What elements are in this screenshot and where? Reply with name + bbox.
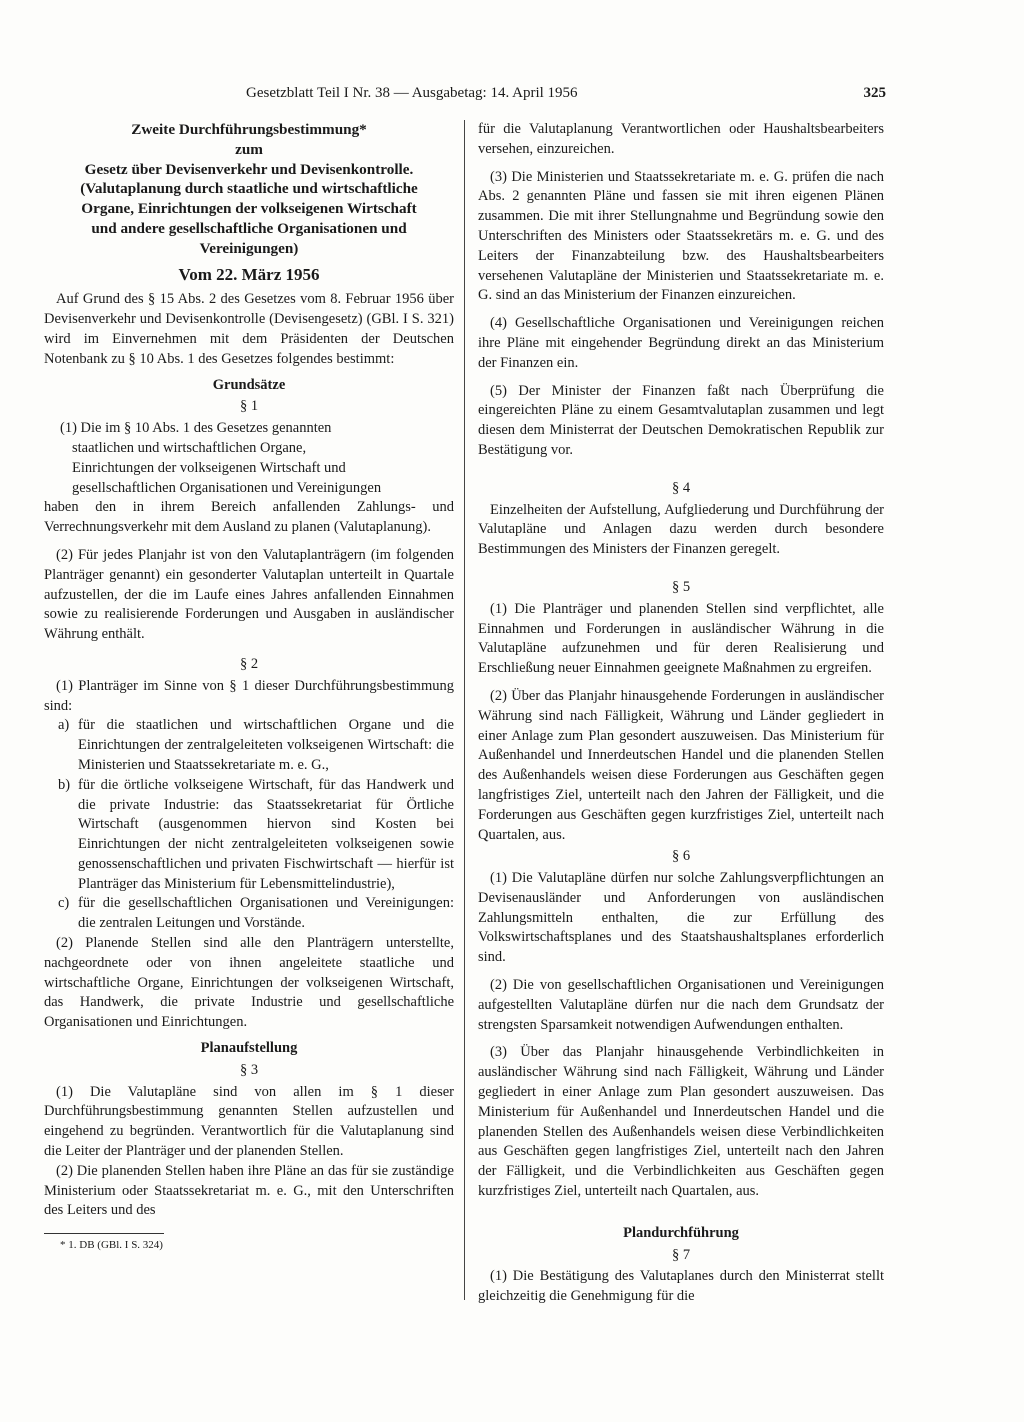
s3-paragraph-2-continued: für die Valutaplanung Verantwortlichen oder Haushaltsbearbeiters versehen, einzureichen. — [478, 121, 884, 157]
s3-paragraph-3: (3) Die Ministerien und Staatssekretariate m. e. G. prüfen die nach Abs. 2 genannten Pläne und fassen sie mit ihren eigenen Plänen zusammen. Die mit ihrer Stellungnahme und Begründung sowie den Unterschriften des Ministers oder Staatssekretärs m. e. G. und des Leiters der Finanzabteilung bzw. des Haushaltsbearbeiters versehenen Valutapläne der Ministerien und Staatssekretariate m. e. G. sind an das Ministerium der Finanzen einzureichen. — [478, 168, 884, 304]
paragraph-sign-6: § 6 — [671, 848, 691, 865]
s5-paragraph-2: (2) Über das Planjahr hinausgehende Forderungen in ausländischer Währung sind nach Fälligkeit, Währung und Länder gegliedert in einer Anlage zum Plan gesondert auszuweisen. Das Ministerium für Außenhandel und Innerdeutschen Handel und die planenden Stellen des Außenhandels weisen diese Forderungen aus Geschäften gegen langfristiges Ziel, unterteilt nach den Jahren der Fälligkeit, und die Forderungen aus Geschäften gegen kurzfristiges Ziel, unterteilt nach Quartalen, aus. — [478, 687, 884, 843]
s1-p1-rest: haben den in ihrem Bereich anfallenden Zahlungs- und Verrechnungsverkehr mit dem Ausland zu planen (Valutaplanung). — [44, 499, 454, 536]
footnote-rule — [44, 1233, 164, 1234]
header-text: Gesetzblatt Teil I Nr. 38 — Ausgabetag: 14. April 1956 — [246, 85, 578, 101]
paragraph-sign-2: § 2 — [239, 655, 259, 672]
page-header — [246, 82, 886, 104]
page-number: 325 — [863, 85, 886, 101]
s6-paragraph-3: (3) Über das Planjahr hinausgehende Verbindlichkeiten in ausländischer Währung sind nach Fälligkeit, Währung und Länder gegliedert in einer Anlage zum Plan gesondert auszuweisen. Das Ministerium für Außenhandel und Innerdeutschen Handel und die planenden Stellen des Außenhandels weisen diese Verbindlichkeiten aus Geschäften gegen langfristiges Ziel, unterteilt nach den Jahren der Fälligkeit, und die Verbindlichkeiten aus Geschäften gegen kurzfristiges Ziel, unterteilt nach Quartalen, aus. — [478, 1044, 884, 1200]
s1-p1-line: Einrichtungen der volkseigenen Wirtschaft und — [72, 459, 346, 476]
s1-paragraph-2: (2) Für jedes Planjahr ist von den Valutaplanträgern (im folgenden Planträger genannt) ein gesonderter Valutaplan unterteilt in Quartale aufzustellen, der die im Laufe eines Jahres anfallenden Einnahmen sowie zu realisierende Forderungen und Ausgaben in ausländischer Währung enthält. — [44, 546, 454, 643]
item-label: a) — [58, 717, 70, 734]
section-heading-planaufstellung: Planaufstellung — [200, 1040, 298, 1057]
paragraph-sign-7: § 7 — [671, 1246, 691, 1263]
title-line: Gesetz über Devisenverkehr und Devisenkontrolle. — [84, 160, 414, 178]
s6-paragraph-1: (1) Die Valutapläne dürfen nur solche Zahlungsverpflichtungen an Devisenausländer und Anforderungen von ausländischen Zahlungsmitteln enthalten, die zur Erfüllung des Volkswirtschaftsplanes und des Staatshaushaltsplanes erforderlich sind. — [478, 870, 884, 966]
s6-paragraph-2: (2) Die von gesellschaftlichen Organisationen und Vereinigungen aufgestellten Valutapläne dürfen nur die nach dem Grundsatz der strengsten Sparsamkeit notwendigen Aufwendungen enthalten. — [478, 977, 884, 1033]
title-line: zum — [235, 140, 263, 158]
title-line: (Valutaplanung durch staatliche und wirtschaftliche — [80, 180, 418, 198]
s2-item-b — [44, 776, 454, 895]
document-date: Vom 22. März 1956 — [178, 264, 320, 284]
title-line: Zweite Durchführungsbestimmung* — [131, 121, 367, 138]
section-heading-grundsaetze: Grundsätze — [212, 376, 286, 393]
title-line: Vereinigungen) — [199, 239, 299, 257]
title-line: Organe, Einrichtungen der volkseigenen Wirtschaft — [81, 200, 417, 218]
item-label: c) — [58, 895, 70, 912]
footnote: * 1. DB (GBl. I S. 324) — [60, 1239, 163, 1252]
s3-paragraph-5: (5) Der Minister der Finanzen faßt nach Überprüfung die eingereichten Pläne zu einem Gesamtvalutaplan zusammen und legt diesen dem Ministerrat der Deutschen Demokratischen Republik zur Bestätigung vor. — [478, 382, 884, 458]
item-text: für die staatlichen und wirtschaftlichen Organe und die Einrichtungen der zentralgeleiteten volkseigenen Wirtschaft: die Ministerien und Staatssekretariate m. e. G., — [78, 717, 454, 773]
s1-p1-line: staatlichen und wirtschaftlichen Organe, — [72, 439, 307, 456]
section-heading-plandurchfuehrung: Plandurchführung — [623, 1224, 739, 1241]
column-divider — [464, 120, 465, 1300]
s1-p1-first-line: (1) Die im § 10 Abs. 1 des Gesetzes genannten — [60, 420, 332, 437]
s2-item-c — [44, 894, 454, 934]
paragraph-sign-4: § 4 — [671, 479, 691, 496]
s2-paragraph-1: (1) Planträger im Sinne von § 1 dieser Durchführungsbestimmung sind: — [44, 677, 454, 714]
intro-paragraph: Auf Grund des § 15 Abs. 2 des Gesetzes vom 8. Februar 1956 über Devisenverkehr und Devisenkontrolle (Devisengesetz) (GBl. I S. 321) wird im Einvernehmen mit dem Präsidenten der Deutschen Notenbank zu § 10 Abs. 1 des Gesetzes folgendes bestimmt: — [44, 291, 454, 367]
s3-paragraph-4: (4) Gesellschaftliche Organisationen und Vereinigungen reichen ihre Pläne mit eingehender Begründung direkt an das Ministerium der Finanzen ein. — [478, 315, 884, 371]
s2-paragraph-2: (2) Planende Stellen sind alle den Planträgern unterstellte, nachgeordnete oder von ihnen angeleitete staatliche und wirtschaftliche Organe, Einrichtungen der volkseigenen Wirtschaft, das Handwerk, die private Industrie und gesellschaftliche Organisationen und Einrichtungen. — [44, 935, 454, 1031]
item-text: für die gesellschaftlichen Organisationen und Vereinigungen: die zentralen Leitungen und Vorstände. — [78, 895, 454, 932]
title-line: und andere gesellschaftliche Organisationen und — [91, 219, 407, 237]
paragraph-sign-3: § 3 — [239, 1061, 259, 1078]
s4-paragraph-1: Einzelheiten der Aufstellung, Aufgliederung und Durchführung der Valutapläne und Anlagen dazu werden durch besondere Bestimmungen des Ministers der Finanzen geregelt. — [478, 501, 884, 558]
paragraph-sign-1: § 1 — [239, 398, 259, 415]
s3-paragraph-1: (1) Die Valutapläne sind von allen im § 1 dieser Durchführungsbestimmung genannten Stellen aufzustellen und eingehend zu begründen. Verantwortlich für die Valutaplanung sind die Leiter der Planträger und der planenden Stellen. — [44, 1083, 454, 1160]
right-column — [478, 120, 884, 1307]
item-text: für die örtliche volkseigene Wirtschaft, für das Handwerk und die private Industrie: das Staatssekretariat für Örtliche Wirtschaft (ausgenommen hiervon sind Kosten bei Einrichtungen der nicht zentralgeleiteten volkseigenen sowie genossenschaftlichen und privaten Fischwirtschaft — hierfür ist Planträger das Ministerium für Lebensmittelindustrie), — [78, 776, 454, 892]
paragraph-sign-5: § 5 — [671, 578, 691, 595]
s5-paragraph-1: (1) Die Planträger und planenden Stellen sind verpflichtet, alle Einnahmen und Forderungen in ausländischer Währung in die Valutapläne aufzunehmen und für deren Realisierung und Erschließung neuer Einnahmen geeignete Maßnahmen zu ergreifen. — [478, 600, 884, 677]
s7-paragraph-1: (1) Die Bestätigung des Valutaplanes durch den Ministerrat stellt gleichzeitig die Genehmigung für die — [478, 1268, 884, 1305]
document-title — [44, 120, 454, 259]
item-label: b) — [58, 776, 71, 793]
s2-item-a — [44, 716, 454, 775]
s3-paragraph-2: (2) Die planenden Stellen haben ihre Pläne an das für sie zuständige Ministerium oder Staatssekretariat m. e. G., mit den Unterschriften des Leiters und des — [44, 1162, 454, 1219]
s1-p1-line: gesellschaftlichen Organisationen und Vereinigungen — [72, 479, 382, 496]
left-column — [44, 120, 454, 1252]
